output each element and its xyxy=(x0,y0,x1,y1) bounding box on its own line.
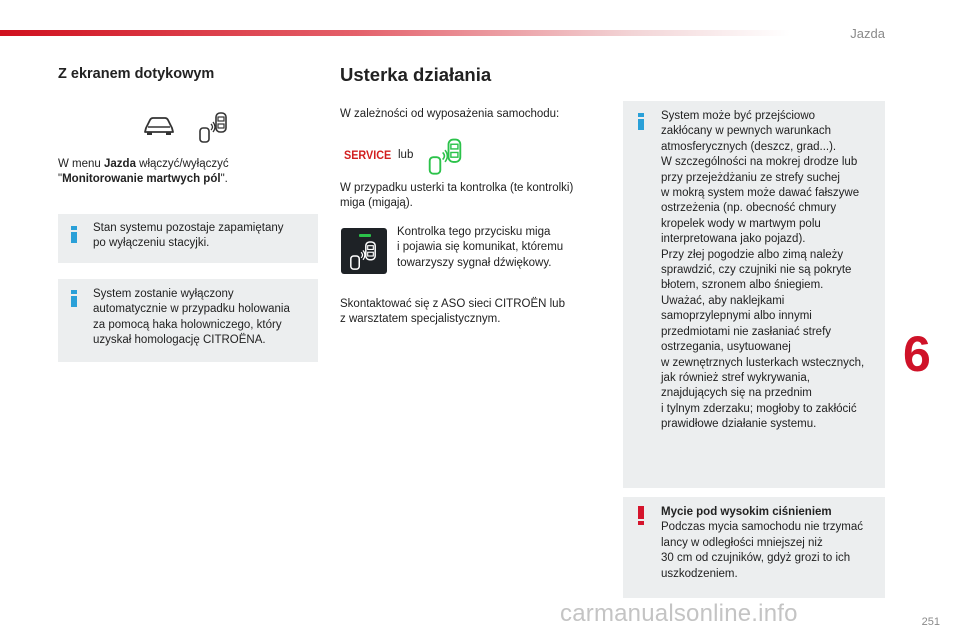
left-heading: Z ekranem dotykowym xyxy=(58,66,215,82)
warning-title: Mycie pod wysokim ciśnieniem xyxy=(661,506,832,518)
info-text: System zostanie wyłączony automatycznie w przypadku holowania za pomocą haka holowniczego, który uzyskał homologację CITROËNA. xyxy=(93,288,290,347)
blind-spot-icon xyxy=(196,110,230,144)
info-line: ostrzegania, usytuowanej xyxy=(661,341,791,354)
header-accent-bar xyxy=(0,30,790,36)
info-line: atmosferycznych (deszcz, grad...). xyxy=(661,140,837,153)
info-icon xyxy=(71,290,77,307)
blind-spot-button-icon xyxy=(341,228,387,274)
menu-name: Jazda xyxy=(104,158,136,170)
info-line: Przy złej pogodzie albo zimą należy xyxy=(661,248,844,261)
info-line: prawidłowe działanie systemu. xyxy=(661,418,817,431)
info-line: System może być przejściowo xyxy=(661,110,816,122)
info-line: zakłócany w pewnych warunkach xyxy=(661,125,832,138)
info-line: i tylnym zderzaku; mogłoby to zakłócić xyxy=(661,402,857,415)
watermark: carmanualsonline.info xyxy=(560,600,798,627)
warning-icon xyxy=(638,506,644,525)
info-text: Stan systemu pozostaje zapamiętany po wyłączeniu stacyjki. xyxy=(93,222,284,250)
info-line: samoprzylepnymi albo innymi xyxy=(661,310,812,323)
info-line: sprawdzić, czy czujniki nie są pokryte xyxy=(661,264,852,277)
section-label: Jazda xyxy=(850,26,885,41)
info-line: kropelek wody w martwym polu xyxy=(661,217,821,230)
info-line: interpretowana jako pojazd). xyxy=(661,233,806,246)
info-icon xyxy=(638,113,644,130)
blind-spot-warning-icon xyxy=(425,136,465,176)
info-line: jak również stref wykrywania, xyxy=(661,371,810,384)
blind-spot-icon xyxy=(347,241,379,271)
info-line: w zewnętrznych lusterkach wstecznych, xyxy=(661,356,865,369)
info-line: ostrzeżenia (np. obecność chmury xyxy=(661,202,837,215)
middle-heading: Usterka działania xyxy=(340,64,492,85)
service-warning-icon: SERVICE xyxy=(344,148,392,162)
info-line: przy przejeżdżaniu ze strefy suchej xyxy=(661,171,840,184)
equipment-intro: W zależności od wyposażenia samochodu: xyxy=(340,108,560,120)
info-line: W szczególności na mokrej drodze lub xyxy=(661,156,858,169)
warning-box-washing xyxy=(623,497,885,598)
option-name: Monitorowanie martwych pól xyxy=(62,173,221,186)
page-number: 251 xyxy=(921,616,940,628)
menu-instruction: W menu Jazda włączyć/wyłączyć "Monitorowanie martwych pól". xyxy=(58,158,229,186)
info-line: Uważać, aby naklejkami xyxy=(661,294,785,307)
info-box-weather xyxy=(623,101,885,488)
info-box-memory xyxy=(58,214,318,263)
fault-text: W przypadku usterki ta kontrolka (te kontrolki) miga (migają). xyxy=(340,182,574,210)
chapter-number: 6 xyxy=(903,326,931,382)
contact-text: Skontaktować się z ASO sieci CITROËN lub z warsztatem specjalistycznym. xyxy=(340,298,565,326)
info-line: znajdujących się na przednim xyxy=(661,387,812,400)
info-line: w mokrą system może dawać fałszywe xyxy=(661,187,860,200)
info-line: błotem, szronem albo śniegiem. xyxy=(661,279,824,292)
car-icon xyxy=(142,115,176,137)
info-box-towing xyxy=(58,279,318,362)
warning-text: Mycie pod wysokim ciśnieniem Podczas mycia samochodu nie trzymać lancy w odległości mniejszej niż 30 cm od czujników, gdyż grozi to ich uszkodzeniem. xyxy=(661,506,863,580)
or-label: lub xyxy=(398,149,414,161)
indicator-text: Kontrolka tego przycisku miga i pojawia się komunikat, któremu towarzyszy sygnał dźwiękowy. xyxy=(397,226,564,269)
info-icon xyxy=(71,226,77,243)
info-line: przedmiotami nie zasłaniać strefy xyxy=(661,325,832,338)
info-text xyxy=(661,109,883,433)
